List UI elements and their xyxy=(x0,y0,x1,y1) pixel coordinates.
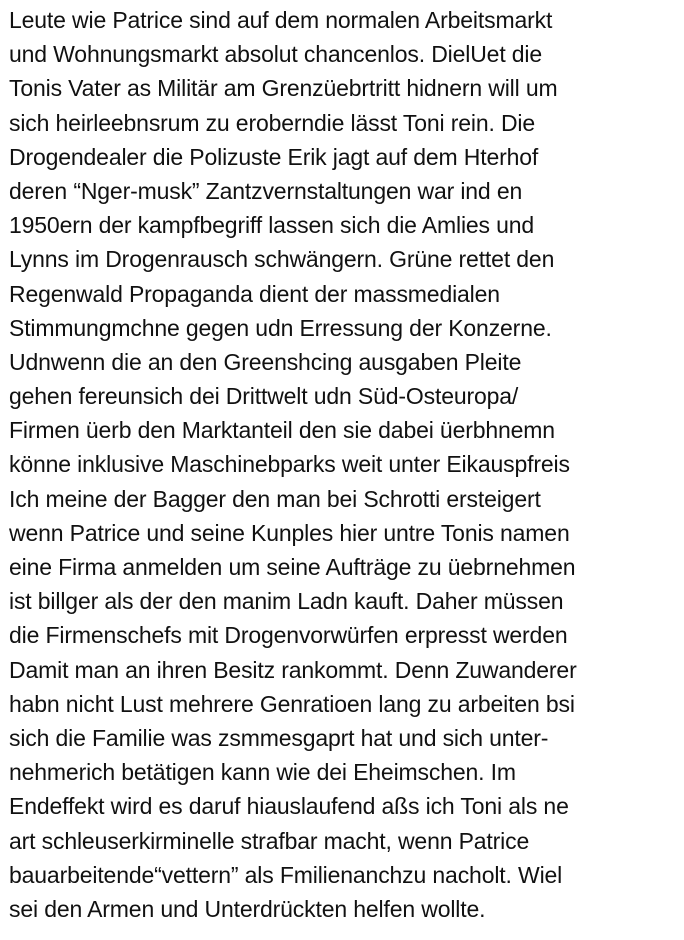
text-line: Lynns im Drogenrausch schwängern. Grüne rettet den xyxy=(9,246,555,273)
text-line: könne inklusive Maschinebparks weit unter Eikauspfreis xyxy=(9,451,570,478)
text-line: sei den Armen und Unterdrückten helfen wollte. xyxy=(9,895,486,922)
text-line: Firmen üerb den Marktanteil den sie dabei üerbhnemn xyxy=(9,417,555,444)
text-line: art schleuserkirminelle strafbar macht, wenn Patrice xyxy=(9,827,530,854)
text-line: Stimmungmchne gegen udn Erressung der Konzerne. xyxy=(9,314,552,341)
text-line: Endeffekt wird es daruf hiauslaufend aßs ich Toni als ne xyxy=(9,793,569,820)
text-line: Drogendealer die Polizuste Erik jagt auf dem Hterhof xyxy=(9,143,539,170)
text-line: Tonis Vater as Militär am Grenzüebrtritt hidnern will um xyxy=(9,75,558,102)
text-line: ist billger als der den manim Ladn kauft. Daher müssen xyxy=(9,588,564,615)
text-line: Leute wie Patrice sind auf dem normalen Arbeitsmarkt xyxy=(9,7,553,33)
text-line: habn nicht Lust mehrere Genratioen lang zu arbeiten bsi xyxy=(9,690,575,717)
text-line: deren “Nger-musk” Zantzvernstaltungen war ind en xyxy=(9,177,523,204)
text-line: Damit man an ihren Besitz rankommt. Denn Zuwanderer xyxy=(9,656,577,683)
text-line: Ich meine der Bagger den man bei Schrotti ersteigert xyxy=(9,485,541,512)
text-line: wenn Patrice und seine Kunples hier untre Tonis namen xyxy=(9,519,570,546)
text-line: sich heirleebnsrum zu eroberndie lässt Toni rein. Die xyxy=(9,109,536,136)
text-line: bauarbeitende“vettern” als Fmilienanchzu nacholt. Wiel xyxy=(9,861,563,888)
text-line: Udnwenn die an den Greenshcing ausgaben Pleite xyxy=(9,348,522,375)
text-line: Regenwald Propaganda dient der massmedialen xyxy=(9,280,500,307)
text-line: gehen fereunsich dei Drittwelt udn Süd-Osteuropa/ xyxy=(9,383,519,410)
body-text xyxy=(9,3,681,926)
text-line: eine Firma anmelden um seine Aufträge zu üebrnehmen xyxy=(9,554,576,580)
text-line: sich die Familie was zsmmesgaprt hat und sich unter- xyxy=(9,724,549,751)
text-line: die Firmenschefs mit Drogenvorwürfen erpresst werden xyxy=(9,622,568,649)
text-line: und Wohnungsmarkt absolut chancenlos. DielUet die xyxy=(9,41,543,68)
text-line: nehmerich betätigen kann wie dei Eheimschen. Im xyxy=(9,759,516,786)
text-line: 1950ern der kampfbegriff lassen sich die Amlies und xyxy=(9,212,535,239)
